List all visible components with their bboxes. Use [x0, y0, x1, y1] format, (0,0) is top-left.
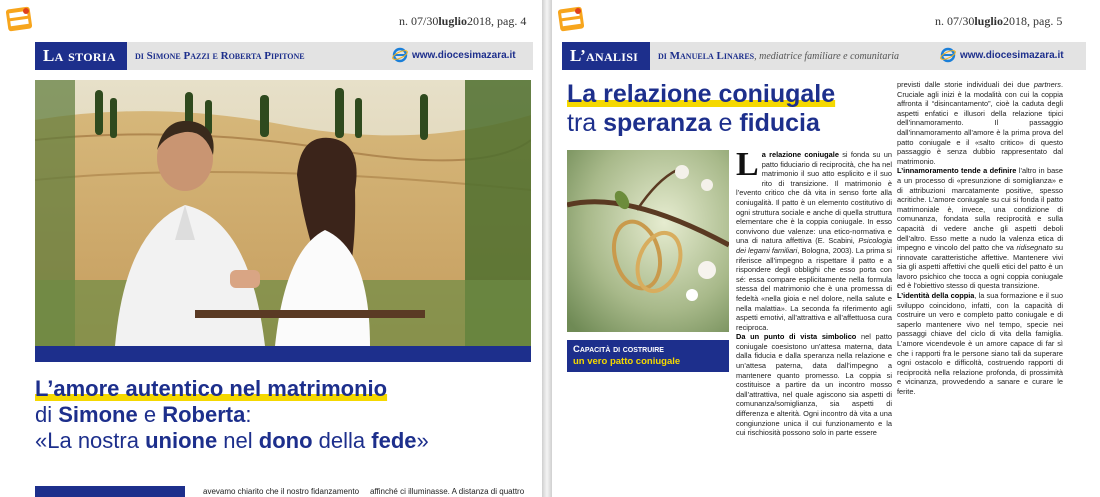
wedding-rings-photo: [567, 150, 729, 332]
internet-explorer-icon: [392, 47, 408, 63]
headline-line-2: di Simone e Roberta:: [35, 402, 252, 427]
right-page: [552, 0, 1100, 497]
publisher-logo-icon: [6, 6, 32, 32]
section-rubric: La storia: [35, 42, 137, 70]
website-link[interactable]: [392, 42, 516, 70]
article-column-2: previsti dalle storie individuali dei due partners. Cruciale agli inizi è la modalità con cui la coppia affronta il “disincantamento”, cioè la caduta degli aspetti enfatici e illusori della relazione tipici dell’innamoramento. Il passaggio dall’innamoramento all’amore è la prima prova del patto coniugale e il «salto critico» di questo passaggio è senza dubbio rappresentato dal matrimonio. L’innamoramento tende a definire l’altro in base a un processo di «presunzione di somiglianza» e di attribuzioni marcatamente positive, spesso acritiche. L’amore coniugale su cui si fonda il patto matrimoniale è, invece, una condizione di comunanza, fondata sulla reciprocità e sulla capacità di vedere anche gli aspetti deboli dell’altro. Esso mette a nudo la valenza etica di impegno e vincolo del patto che va ridisegnato su rinnovate caratteristiche affettive. Mantenere vivi sia gli aspetti affettivi che quelli etici del patto è un lavoro psichico che tocca a ogni coppia coniugale ed è l’obiettivo stesso di questa transizione. L’identità della coppia, la sua formazione e il suo sviluppo coincidono, infatti, con la capacità di costruire un vero e completo patto coniugale e di saperlo mantenere vivo nel tempo, specie nei passaggi chiave del ciclo di vita della famiglia. L’amore vicendevole è un amore capace di far sì che i rapporti fra le persone siano tali da superare ogni ostacolo e difficoltà, costruendo rapporti di reciprocità nella relazione profonda, di prossimità e vicinanza, provvedendo a sanare e curare le ferite.: [897, 80, 1063, 396]
headline-line-1: L’amore autentico nel matrimonio: [35, 376, 388, 401]
article-column-1: La relazione coniugale si fonda su un patto fiduciario di reciprocità, che ha nel matrimonio il suo atto esplicito e il suo rito di transizione. Il matrimonio è l’evento critico che dà vita in senso forte alla coniugalità. Il patto è un elemento costitutivo di ogni struttura sociale e anche di quella struttura elementare che è la coppia coniugale. In esso convivono due valenze: una etico-normativa e una di natura affettiva (E. Scabini, Psicologia dei legami familiari, Bologna, 2003). La prima si riferisce all’impegno a rispettare il patto e a rispondere degli obblighi che esso porta con sé: essa compare esplicitamente nella formula stessa del matrimonio che è una promessa di fedeltà «nella gioia e nel dolore, nella salute e nella malattia». La seconda fa riferimento agli aspetti emotivi, all’attrattiva e all’affettuosa cura reciproca. Da un punto di vista simbolico nel patto coniugale coesistono un’attesa materna, data dalla fiducia e dalla speranza nella relazione e un’attesa paterna, data dall’impegno a mantenere quanto promesso. La coppia si costituisce a partire da un incontro mosso dall’attrattiva, nel quale agiscono sia aspetti di comunanza/somiglianza, sia aspetti di differenza e alterità. Ogni incontro dà vita a una congiunzione unica il cui funzionamento e la cui rischiosità possono solo in parte essere: [736, 146, 892, 438]
section-rubric: L’analisi: [562, 42, 660, 70]
caption-line-1: Capacità di costruire: [573, 344, 664, 355]
drop-cap: L: [736, 146, 759, 183]
article-headline: [567, 80, 877, 138]
issue-info: n. 07/30luglio2018, pag. 4: [399, 14, 527, 28]
page-gutter: [542, 0, 552, 497]
couple-photo: [35, 80, 531, 346]
publisher-logo-icon: [558, 6, 584, 32]
byline: di Simone Pazzi e Roberta Pipitone: [127, 42, 533, 70]
internet-explorer-icon: [940, 47, 956, 63]
body-column-2: avevamo chiarito che il nostro fidanzamento: [203, 487, 360, 496]
website-text: www.diocesimazara.it: [412, 50, 516, 61]
website-text: www.diocesimazara.it: [960, 50, 1064, 61]
photo-caption: [567, 340, 729, 372]
website-link[interactable]: [940, 42, 1064, 70]
photo-bottom-bar: [35, 346, 531, 362]
headline-line-3: «La nostra unione nel dono della fede»: [35, 428, 429, 453]
headline-line-2: tra speranza e fiducia: [567, 109, 820, 137]
issue-info: n. 07/30luglio2018, pag. 5: [935, 14, 1063, 28]
left-page: [0, 0, 542, 497]
sidebar-box-top: [35, 486, 185, 497]
headline-line-1: La relazione coniugale: [567, 80, 836, 108]
article-headline: [35, 376, 535, 454]
body-column-3: affinché ci illuminasse. A distanza di quattro: [370, 487, 525, 496]
byline: di Manuela Linares, mediatrice familiare e comunitaria: [650, 42, 1086, 70]
caption-line-2: un vero patto coniugale: [573, 356, 681, 367]
